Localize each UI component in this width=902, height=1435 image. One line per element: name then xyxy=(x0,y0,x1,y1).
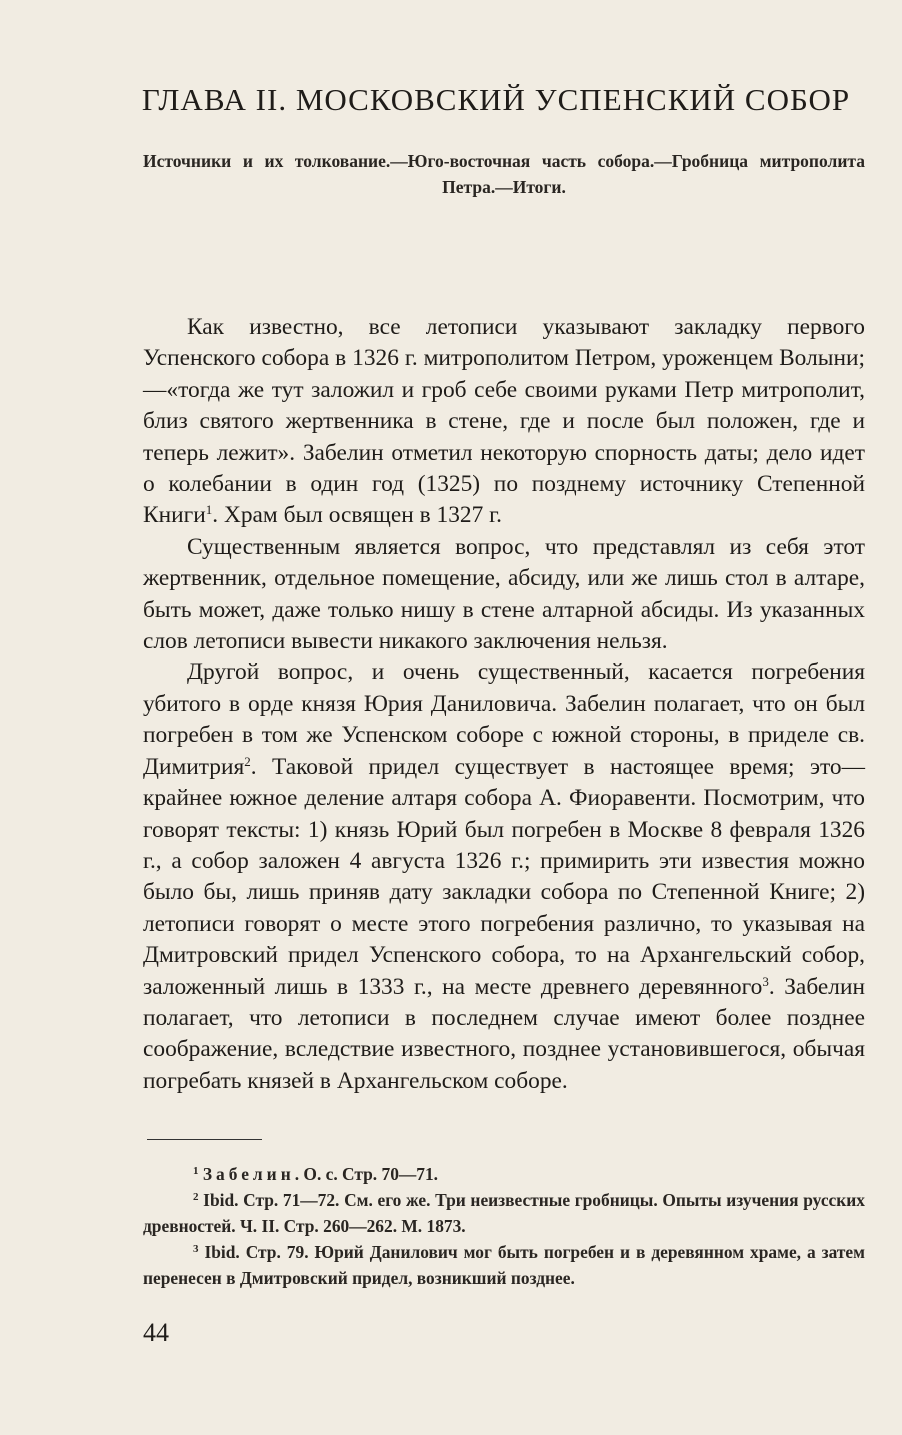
footnote-ref: 1 xyxy=(205,502,213,518)
footnote-text: Ibid. Стр. 79. Юрий Данилович мог быть погребен и в деревянном храме, а затем перенесен в Дмитровский придел, возникший позднее. xyxy=(143,1242,865,1288)
footnote-ref: 3 xyxy=(762,973,769,989)
paragraph-1 xyxy=(143,312,865,532)
paragraph-text: Существенным является вопрос, что представлял из себя этот жертвенник, отдельное помещение, абсиду, или же лишь стол в алтаре, быть может, даже только нишу в стене алтарной абсиды. Из указанных слов летописи вывести никакого заключения нельзя. xyxy=(143,533,865,655)
footnote-author: Забелин xyxy=(202,1164,295,1184)
footnote-text: . О. с. Стр. 70—71. xyxy=(294,1164,439,1184)
footnote-mark: 1 xyxy=(193,1165,199,1177)
footnote-mark: 2 xyxy=(193,1191,199,1203)
footnote-text: Ibid. Стр. 71—72. См. его же. Три неизвестные гробницы. Опыты изучения русских древностей. Ч. II. Стр. 260—262. М. 1873. xyxy=(143,1190,865,1236)
page-number: 44 xyxy=(143,1318,169,1347)
paragraph-text: . Забелин полагает, что летописи в последнем случае имеют более позднее соображение, вследствие известного, позднее установившегося, обычая погребать князей в Архангельском соборе. xyxy=(143,973,865,1094)
paragraph-text: Другой вопрос, и очень существенный, касается погребения убитого в орде князя Юрия Даниловича. Забелин полагает, что он был погребен в том же Успенском соборе с южной стороны, в приделе св. Димитрия xyxy=(143,659,865,780)
footnote-1 xyxy=(143,1161,865,1187)
main-text xyxy=(143,312,865,1097)
paragraph-text: Как известно, все летописи указывают закладку первого Успенского собора в 1326 г. митрополитом Петром, уроженцем Волыни;—«тогда же тут заложил и гроб себе своими руками Петр митрополит, близ святого жертвенника в стене, где и после был положен, где и теперь лежит». Забелин отметил некоторую спорность даты; дело идет о колебании в один год (1325) по позднему источнику Степенной Книги xyxy=(143,314,865,529)
paragraph-text: . Таковой придел существует в настоящее время; это—крайнее южное деление алтаря собора А. Фиоравенти. Посмотрим, что говорят тексты: 1) князь Юрий был погребен в Москве 8 февраля 1326 г., а собор заложен 4 августа 1326 г.; примирить эти известия можно было бы, лишь приняв дату закладки собора по Степенной Книге; 2) летописи говорят о месте этого погребения различно, то указывая на Дмитровский придел Успенского собора, то на Архангельский собор, заложенный лишь в 1333 г., на месте древнего деревянного xyxy=(143,753,865,1000)
paragraph-text: . Храм был освящен в 1327 г. xyxy=(212,502,502,529)
footnotes xyxy=(143,1161,865,1291)
chapter-title: ГЛАВА II. МОСКОВСКИЙ УСПЕНСКИЙ СОБОР xyxy=(141,82,851,117)
footnote-ref: 2 xyxy=(244,753,251,769)
footnote-divider xyxy=(147,1139,262,1140)
paragraph-2 xyxy=(143,532,865,658)
footnote-2 xyxy=(143,1187,865,1239)
footnote-mark: 3 xyxy=(193,1243,199,1255)
paragraph-3 xyxy=(143,657,865,1097)
chapter-subtitle: Источники и их толкование.—Юго-восточная часть собора.—Гробница митрополита Петра.—Итоги. xyxy=(143,151,865,197)
footnote-3 xyxy=(143,1239,865,1291)
